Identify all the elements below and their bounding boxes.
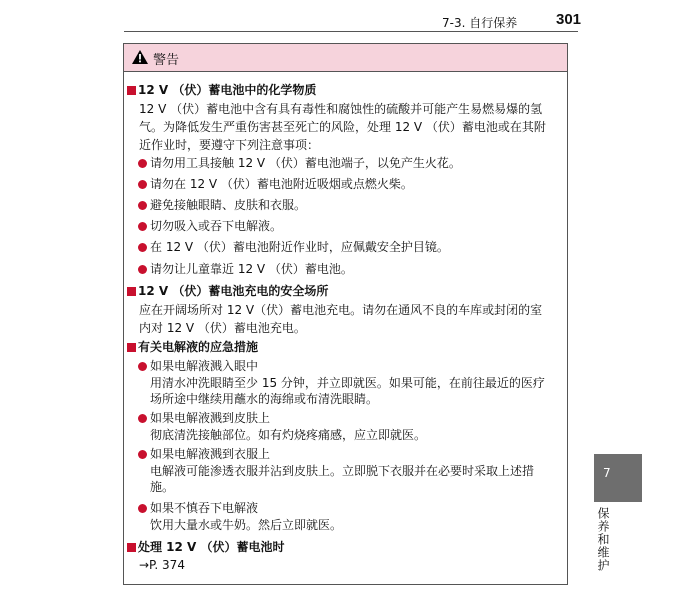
chapter-label: 保养和维护: [596, 507, 610, 572]
page-number: 301: [556, 11, 582, 28]
header-section-title: 7-3. 自行保养: [442, 16, 518, 30]
bullet-item: 请勿让儿童靠近 12 V （伏）蓄电池。: [150, 262, 353, 276]
bullet-dot: [138, 243, 147, 252]
bullet-dot: [138, 414, 147, 423]
section-marker: [127, 86, 136, 95]
bullet-dot: [138, 180, 147, 189]
warning-label: 警告: [153, 53, 180, 68]
section-title: 有关电解液的应急措施: [138, 340, 259, 354]
item-line: 场所途中继续用蘸水的海绵或布清洗眼睛。: [150, 392, 379, 406]
item-heading: 如果电解液溅到衣服上: [150, 447, 271, 461]
chapter-number: 7: [603, 466, 611, 480]
bullet-item: 避免接触眼睛、皮肤和衣服。: [150, 198, 307, 212]
item-line: 用清水冲洗眼睛至少 15 分钟，并立即就医。如果可能，在前往最近的医疗: [150, 376, 545, 390]
page-reference-link[interactable]: →P. 374: [139, 558, 185, 572]
section-title: 处理 12 V （伏）蓄电池时: [138, 540, 285, 554]
item-line: 施。: [150, 480, 175, 494]
bullet-dot: [138, 201, 147, 210]
bullet-dot: [138, 450, 147, 459]
section-marker: [127, 543, 136, 552]
warning-triangle-icon: [131, 49, 149, 65]
section-body-line: 近作业时，要遵守下列注意事项：: [139, 138, 320, 152]
section-body-line: 12 V （伏）蓄电池中含有具有毒性和腐蚀性的硫酸并可能产生易燃易爆的氢: [139, 102, 543, 116]
bullet-dot: [138, 504, 147, 513]
item-line: 彻底清洗接触部位。如有灼烧疼痛感，应立即就医。: [150, 428, 427, 442]
bullet-dot: [138, 159, 147, 168]
section-marker: [127, 343, 136, 352]
warning-bar: [124, 44, 567, 72]
section-body-line: 内对 12 V （伏）蓄电池充电。: [139, 321, 306, 335]
header-rule: [124, 31, 578, 32]
section-title: 12 V （伏）蓄电池充电的安全场所: [138, 284, 329, 298]
bullet-item: 在 12 V （伏）蓄电池附近作业时，应佩戴安全护目镜。: [150, 240, 449, 254]
bullet-dot: [138, 362, 147, 371]
item-heading: 如果不慎吞下电解液: [150, 501, 259, 515]
bullet-item: 请勿在 12 V （伏）蓄电池附近吸烟或点燃火柴。: [150, 177, 413, 191]
chapter-tab: [594, 454, 642, 502]
item-heading: 如果电解液溅到皮肤上: [150, 411, 271, 425]
item-line: 电解液可能渗透衣服并沾到皮肤上。立即脱下衣服并在必要时采取上述措: [150, 464, 535, 478]
bullet-dot: [138, 222, 147, 231]
section-body-line: 气。为降低发生严重伤害甚至死亡的风险，处理 12 V （伏）蓄电池或在其附: [139, 120, 546, 134]
bullet-dot: [138, 265, 147, 274]
section-body-line: 应在开阔场所对 12 V（伏）蓄电池充电。请勿在通风不良的车库或封闭的室: [139, 303, 543, 317]
bullet-item: 请勿用工具接触 12 V （伏）蓄电池端子，以免产生火花。: [150, 156, 461, 170]
item-line: 饮用大量水或牛奶。然后立即就医。: [150, 518, 343, 532]
section-title: 12 V （伏）蓄电池中的化学物质: [138, 83, 317, 97]
warning-box: [123, 43, 568, 585]
item-heading: 如果电解液溅入眼中: [150, 359, 259, 373]
section-marker: [127, 287, 136, 296]
bullet-item: 切勿吸入或吞下电解液。: [150, 219, 283, 233]
